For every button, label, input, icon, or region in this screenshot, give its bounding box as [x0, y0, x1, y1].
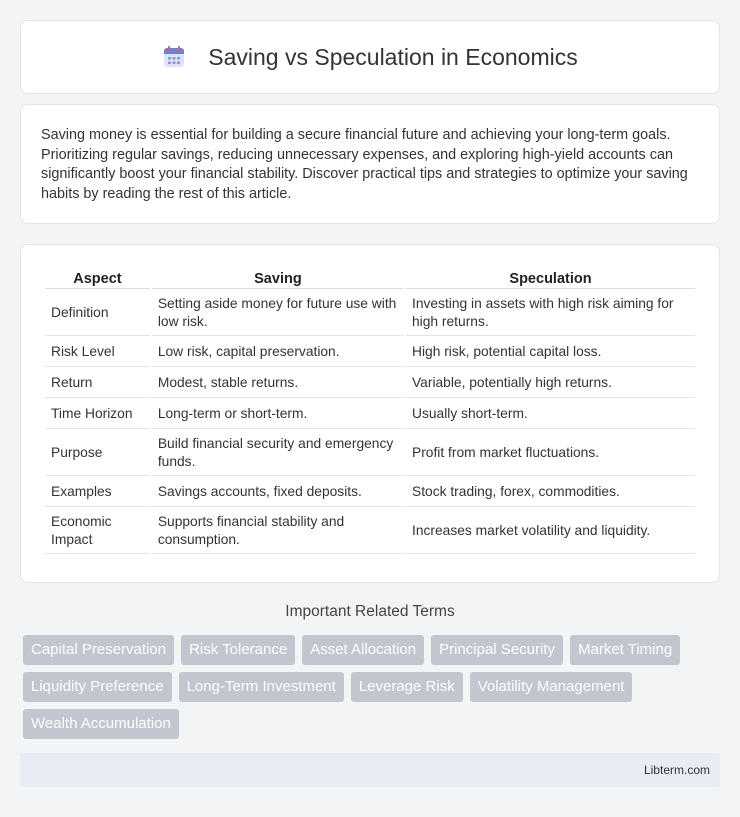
term-tag[interactable]: Wealth Accumulation [23, 709, 179, 739]
term-tag[interactable]: Long-Term Investment [179, 672, 344, 702]
saving-cell: Modest, stable returns. [152, 369, 404, 398]
speculation-cell: Investing in assets with high risk aiming for high returns. [406, 291, 695, 336]
table-row [45, 478, 695, 507]
term-tag[interactable]: Asset Allocation [302, 635, 424, 665]
speculation-cell: High risk, potential capital loss. [406, 338, 695, 367]
term-tag[interactable]: Liquidity Preference [23, 672, 172, 702]
aspect-cell: Return [45, 369, 150, 398]
footer-site-link[interactable]: Libterm.com [643, 763, 710, 777]
saving-cell: Savings accounts, fixed deposits. [152, 478, 404, 507]
related-terms-title: Important Related Terms [285, 603, 455, 620]
speculation-cell: Stock trading, forex, commodities. [406, 478, 695, 507]
table-row [45, 509, 695, 554]
table-row [45, 338, 695, 367]
header-card [20, 20, 720, 94]
footer [20, 753, 720, 787]
aspect-cell: Risk Level [45, 338, 150, 367]
intro-card [20, 104, 720, 224]
term-tag[interactable]: Market Timing [570, 635, 680, 665]
comparison-table-card [20, 244, 720, 583]
table-header-row [45, 269, 695, 289]
saving-cell: Build financial security and emergency funds. [152, 431, 404, 476]
term-tag[interactable]: Principal Security [431, 635, 563, 665]
speculation-cell: Increases market volatility and liquidity. [406, 509, 695, 554]
table-row [45, 369, 695, 398]
aspect-cell: Definition [45, 291, 150, 336]
term-tag[interactable]: Volatility Management [470, 672, 633, 702]
saving-cell: Low risk, capital preservation. [152, 338, 404, 367]
term-tag[interactable]: Leverage Risk [351, 672, 463, 702]
intro-text: Saving money is essential for building a secure financial future and achieving your long-term goals. Prioritizing regular savings, reducing unnecessary expenses, and exploring high-yield accounts can significantly boost your financial stability. Discover practical tips and strategies to optimize your saving habits by reading the rest of this article. [41, 127, 688, 202]
term-tag[interactable]: Risk Tolerance [181, 635, 295, 665]
table-row [45, 431, 695, 476]
speculation-cell: Profit from market fluctuations. [406, 431, 695, 476]
aspect-cell: Economic Impact [45, 509, 150, 554]
saving-cell: Long-term or short-term. [152, 400, 404, 429]
header-speculation: Speculation [406, 269, 695, 289]
page-title: Saving vs Speculation in Economics [208, 43, 578, 70]
saving-cell: Setting aside money for future use with low risk. [152, 291, 404, 336]
aspect-cell: Purpose [45, 431, 150, 476]
aspect-cell: Examples [45, 478, 150, 507]
speculation-cell: Variable, potentially high returns. [406, 369, 695, 398]
saving-cell: Supports financial stability and consumption. [152, 509, 404, 554]
speculation-cell: Usually short-term. [406, 400, 695, 429]
related-terms-list [23, 635, 723, 746]
header-aspect: Aspect [45, 269, 150, 289]
table-row [45, 291, 695, 336]
comparison-table [43, 267, 697, 556]
term-tag[interactable]: Capital Preservation [23, 635, 174, 665]
aspect-cell: Time Horizon [45, 400, 150, 429]
table-row [45, 400, 695, 429]
calendar-icon [162, 45, 186, 69]
header-saving: Saving [152, 269, 404, 289]
